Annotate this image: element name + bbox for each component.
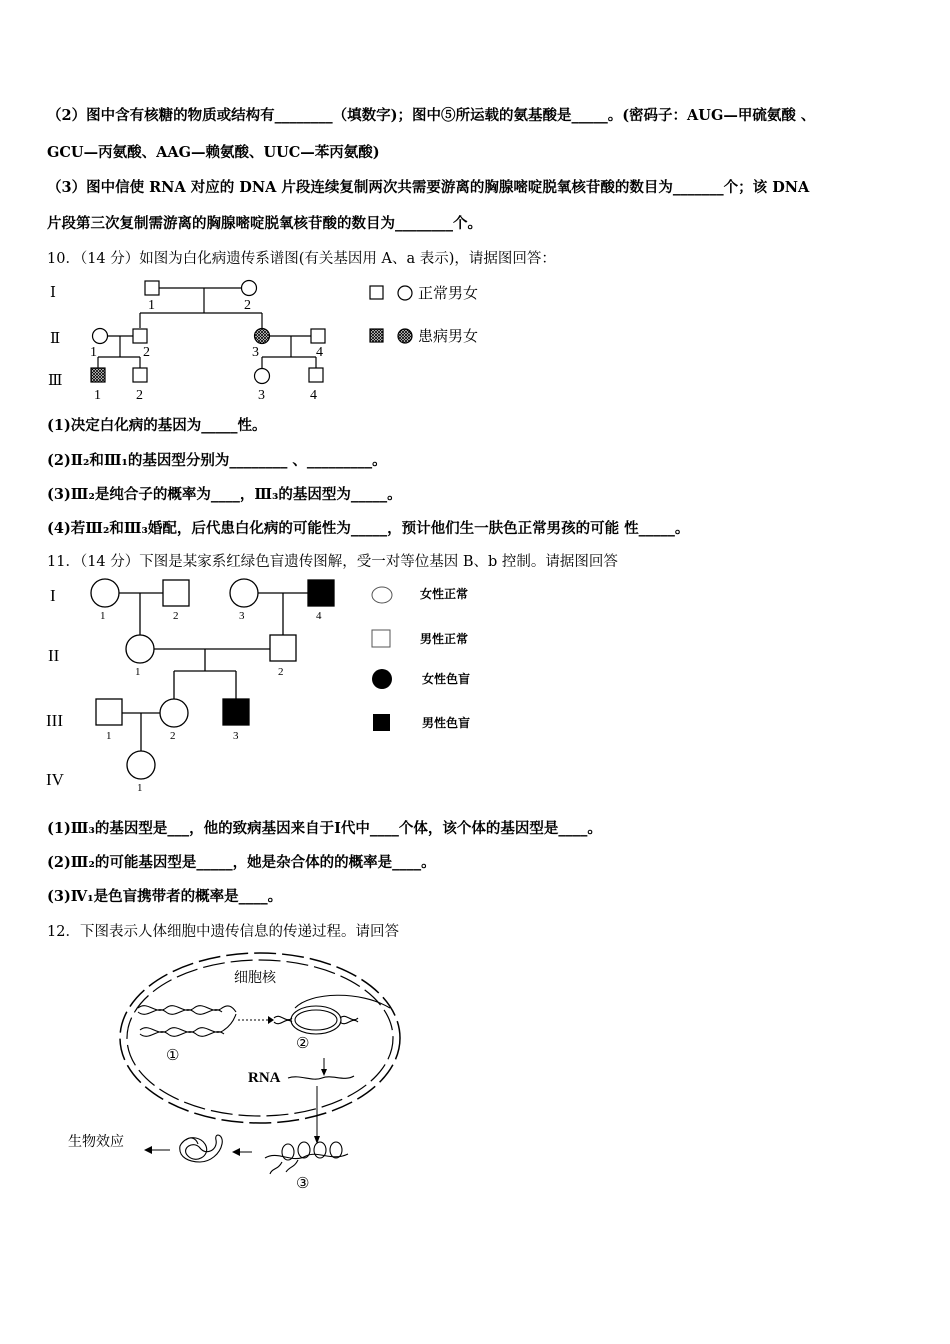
- legend-affected-male-icon: [370, 329, 383, 342]
- svg-text:3: 3: [252, 345, 259, 360]
- legend-normal-male-icon: [370, 286, 383, 299]
- I3-normal-female: [230, 579, 258, 607]
- q12-header: 12．下图表示人体细胞中遗传信息的传递过程。请回答: [47, 924, 399, 940]
- svg-text:4: 4: [310, 388, 317, 403]
- step-1-label: ①: [166, 1048, 180, 1064]
- III2-normal-male: [133, 368, 147, 382]
- svg-text:III: III: [46, 711, 63, 730]
- gene-expression-diagram: [60, 950, 420, 1190]
- q9-part3-line2: 片段第三次复制需游离的胸腺嘧啶脱氧核苷酸的数目为________个。: [47, 215, 482, 232]
- albinism-pedigree: [40, 275, 510, 410]
- svg-text:2: 2: [143, 345, 150, 360]
- q11-question-1: (1)Ⅲ₃的基因型是___，他的致病基因来自于Ⅰ代中____个体，该个体的基因型是____。: [47, 820, 602, 837]
- IV1-normal-female: [127, 751, 155, 779]
- gen-label-I: Ⅰ: [50, 285, 56, 301]
- svg-text:4: 4: [316, 345, 323, 360]
- legend-normal-female-icon: [398, 286, 412, 300]
- rna-label: RNA: [248, 1070, 281, 1086]
- svg-text:1: 1: [100, 610, 106, 622]
- III1-affected-male: [91, 368, 105, 382]
- q10-question-4: (4)若Ⅲ₂和Ⅲ₃婚配，后代患白化病的可能性为_____，预计他们生一肤色正常男孩的可能 性_____。: [47, 520, 690, 537]
- legend-male-colorblind-icon: [373, 714, 390, 731]
- rna-strand: [288, 1076, 354, 1079]
- svg-text:女性色盲: 女性色盲: [422, 672, 471, 686]
- legend-affected-female-icon: [398, 329, 412, 343]
- svg-text:2: 2: [278, 666, 284, 678]
- svg-text:1: 1: [137, 782, 143, 794]
- III2-normal-female: [160, 699, 188, 727]
- q10-question-2: (2)Ⅱ₂和Ⅲ₁的基因型分别为________ 、_________。: [47, 452, 387, 469]
- I1-normal-female: [91, 579, 119, 607]
- II2-normal-male: [270, 635, 296, 661]
- svg-text:男性正常: 男性正常: [420, 632, 469, 646]
- III4-normal-male: [309, 368, 323, 382]
- gen-label-II: Ⅱ: [50, 331, 61, 347]
- nucleus-label: 细胞核: [234, 971, 276, 986]
- svg-text:3: 3: [233, 730, 239, 742]
- q10-question-3: (3)Ⅲ₂是纯合子的概率为____，Ⅲ₃的基因型为_____。: [47, 486, 402, 503]
- step-3-label: ③: [296, 1176, 310, 1190]
- q11-question-2: (2)Ⅲ₂的可能基因型是_____，她是杂合体的的概率是____。: [47, 854, 436, 871]
- effect-label: 生物效应: [68, 1135, 124, 1150]
- II1-normal-female: [93, 329, 108, 344]
- legend-male-normal-icon: [372, 630, 390, 647]
- I4-colorblind-male: [308, 580, 334, 606]
- q9-part3-line1: （3）图中信使 RNA 对应的 DNA 片段连续复制两次共需要游离的胸腺嘧啶脱氧核苷酸的数目为_______个；该 DNA: [47, 179, 810, 196]
- III3-colorblind-male: [223, 699, 249, 725]
- svg-text:1: 1: [94, 388, 101, 403]
- legend-female-normal-icon: [372, 587, 392, 603]
- folded-protein: [180, 1135, 222, 1162]
- svg-text:2: 2: [173, 610, 179, 622]
- transcription-bubble: [274, 995, 390, 1034]
- dna-replication: [138, 1006, 236, 1037]
- I2-normal-male: [163, 580, 189, 606]
- svg-text:男性色盲: 男性色盲: [422, 716, 471, 730]
- svg-text:1: 1: [148, 298, 155, 313]
- svg-text:3: 3: [258, 388, 265, 403]
- svg-text:3: 3: [239, 610, 245, 622]
- svg-text:II: II: [48, 646, 60, 665]
- svg-text:1: 1: [90, 345, 97, 360]
- q9-part2-line2: GCU—丙氨酸、AAG—赖氨酸、UUC—苯丙氨酸): [47, 144, 380, 161]
- svg-text:4: 4: [316, 610, 322, 622]
- svg-text:2: 2: [170, 730, 176, 742]
- gen-label-III: Ⅲ: [48, 373, 63, 389]
- svg-text:IV: IV: [46, 770, 64, 789]
- q10-header: 10．（14 分）如图为白化病遗传系谱图(有关基因用 A、a 表示)，请据图回答：: [47, 251, 556, 267]
- q11-question-3: (3)Ⅳ₁是色盲携带者的概率是____。: [47, 888, 283, 905]
- color-blindness-pedigree: [40, 573, 500, 798]
- legend-female-colorblind-icon: [372, 669, 392, 689]
- II2-normal-male: [133, 329, 147, 343]
- I2-normal-female: [242, 281, 257, 296]
- II4-normal-male: [311, 329, 325, 343]
- q9-part2-line1: （2）图中含有核糖的物质或结构有________（填数字)；图中⑤所运载的氨基酸是_____。(密码子：AUG—甲硫氨酸 、: [47, 107, 816, 124]
- III1-normal-male: [96, 699, 122, 725]
- III3-normal-female: [255, 369, 270, 384]
- svg-text:女性正常: 女性正常: [420, 587, 469, 601]
- legend-affected: 患病男女: [418, 329, 479, 345]
- svg-text:1: 1: [106, 730, 112, 742]
- q10-question-1: (1)决定白化病的基因为_____性。: [47, 417, 267, 434]
- svg-text:I: I: [50, 586, 56, 605]
- I1-normal-male: [145, 281, 159, 295]
- II1-normal-female: [126, 635, 154, 663]
- step-2-label: ②: [296, 1036, 310, 1052]
- svg-text:2: 2: [244, 298, 251, 313]
- II3-affected-female: [255, 329, 270, 344]
- legend-normal: 正常男女: [418, 286, 479, 302]
- q11-header: 11．（14 分）下图是某家系红绿色盲遗传图解，受一对等位基因 B、b 控制。请据图回答: [47, 554, 618, 570]
- svg-text:1: 1: [135, 666, 141, 678]
- svg-text:2: 2: [136, 388, 143, 403]
- translation-polysome: [265, 1142, 348, 1174]
